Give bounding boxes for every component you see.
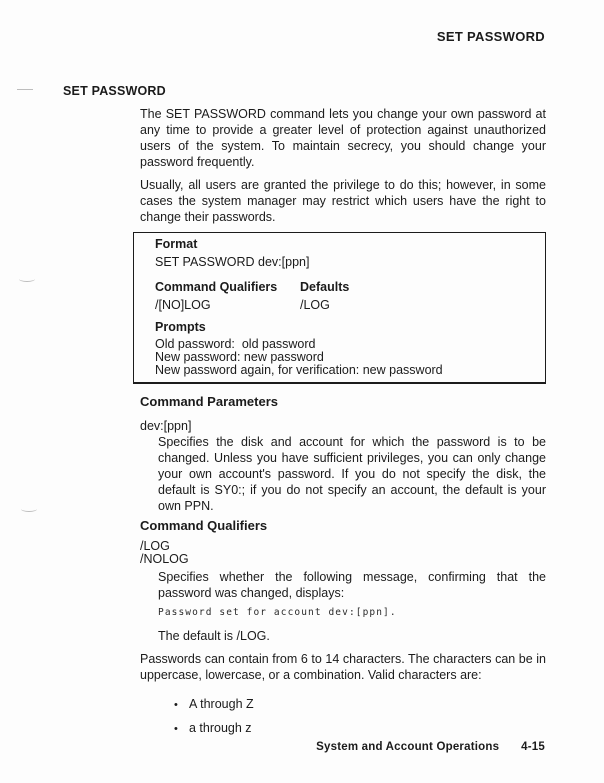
parameter-description: Specifies the disk and account for which the password is to be changed. Unless you have sufficient privileges, you can only change your own account's password. If you do not specify the disk, the default is SY0:; if you do not specify an account, the default is your own PPN. (158, 435, 546, 513)
list-item (174, 696, 546, 713)
default-note: The default is /LOG. (158, 629, 270, 643)
confirmation-message: Password set for account dev:[ppn]. (158, 607, 397, 618)
prompt-old-password: Old password: old password (155, 337, 316, 351)
qualifier-value: /[NO]LOG (155, 298, 211, 312)
scan-artifact-mark (19, 276, 35, 282)
command-qualifiers-heading: Command Qualifiers (140, 518, 268, 533)
list-item-label: a through z (189, 720, 252, 735)
valid-characters-list (140, 696, 546, 737)
bullet-icon: • (174, 698, 178, 711)
prompt-verify-password: New password again, for verification: new password (155, 363, 443, 377)
default-value: /LOG (300, 298, 330, 312)
qualifier-log: /LOG (140, 539, 170, 553)
list-item (174, 720, 546, 737)
format-command: SET PASSWORD dev:[ppn] (155, 255, 310, 269)
prompts-label: Prompts (155, 320, 206, 334)
list-item-label: A through Z (189, 696, 254, 711)
qualifier-nolog: /NOLOG (140, 552, 189, 566)
qualifier-description: Specifies whether the following message, confirming that the password was changed, displays: (158, 570, 546, 600)
command-qualifiers-column-header: Command Qualifiers (155, 280, 278, 294)
page-footer (316, 739, 545, 755)
command-parameters-heading: Command Parameters (140, 394, 278, 409)
running-header: SET PASSWORD (436, 29, 545, 44)
footer-page-number: 4-15 (521, 741, 545, 753)
footer-section-title: System and Account Operations (316, 741, 500, 753)
password-rules-paragraph: Passwords can contain from 6 to 14 characters. The characters can be in uppercase, lowercase, or a combination. Valid characters are: (140, 652, 546, 682)
intro-paragraph-2: Usually, all users are granted the privilege to do this; however, in some cases the system manager may restrict which users have the right to change their passwords. (140, 178, 546, 224)
body-content (140, 106, 546, 744)
scan-artifact-mark (21, 506, 37, 512)
format-box (133, 232, 546, 384)
format-label: Format (155, 237, 198, 251)
parameter-name: dev:[ppn] (140, 419, 192, 433)
section-title: SET PASSWORD (63, 84, 166, 98)
scan-artifact-mark (17, 84, 33, 90)
intro-paragraph-1: The SET PASSWORD command lets you change your own password at any time to provide a greater level of protection against unauthorized users of the system. To maintain secrecy, you should change your password frequently. (140, 107, 546, 169)
prompt-new-password: New password: new password (155, 350, 324, 364)
defaults-column-header: Defaults (300, 280, 350, 294)
bullet-icon: • (174, 722, 178, 735)
